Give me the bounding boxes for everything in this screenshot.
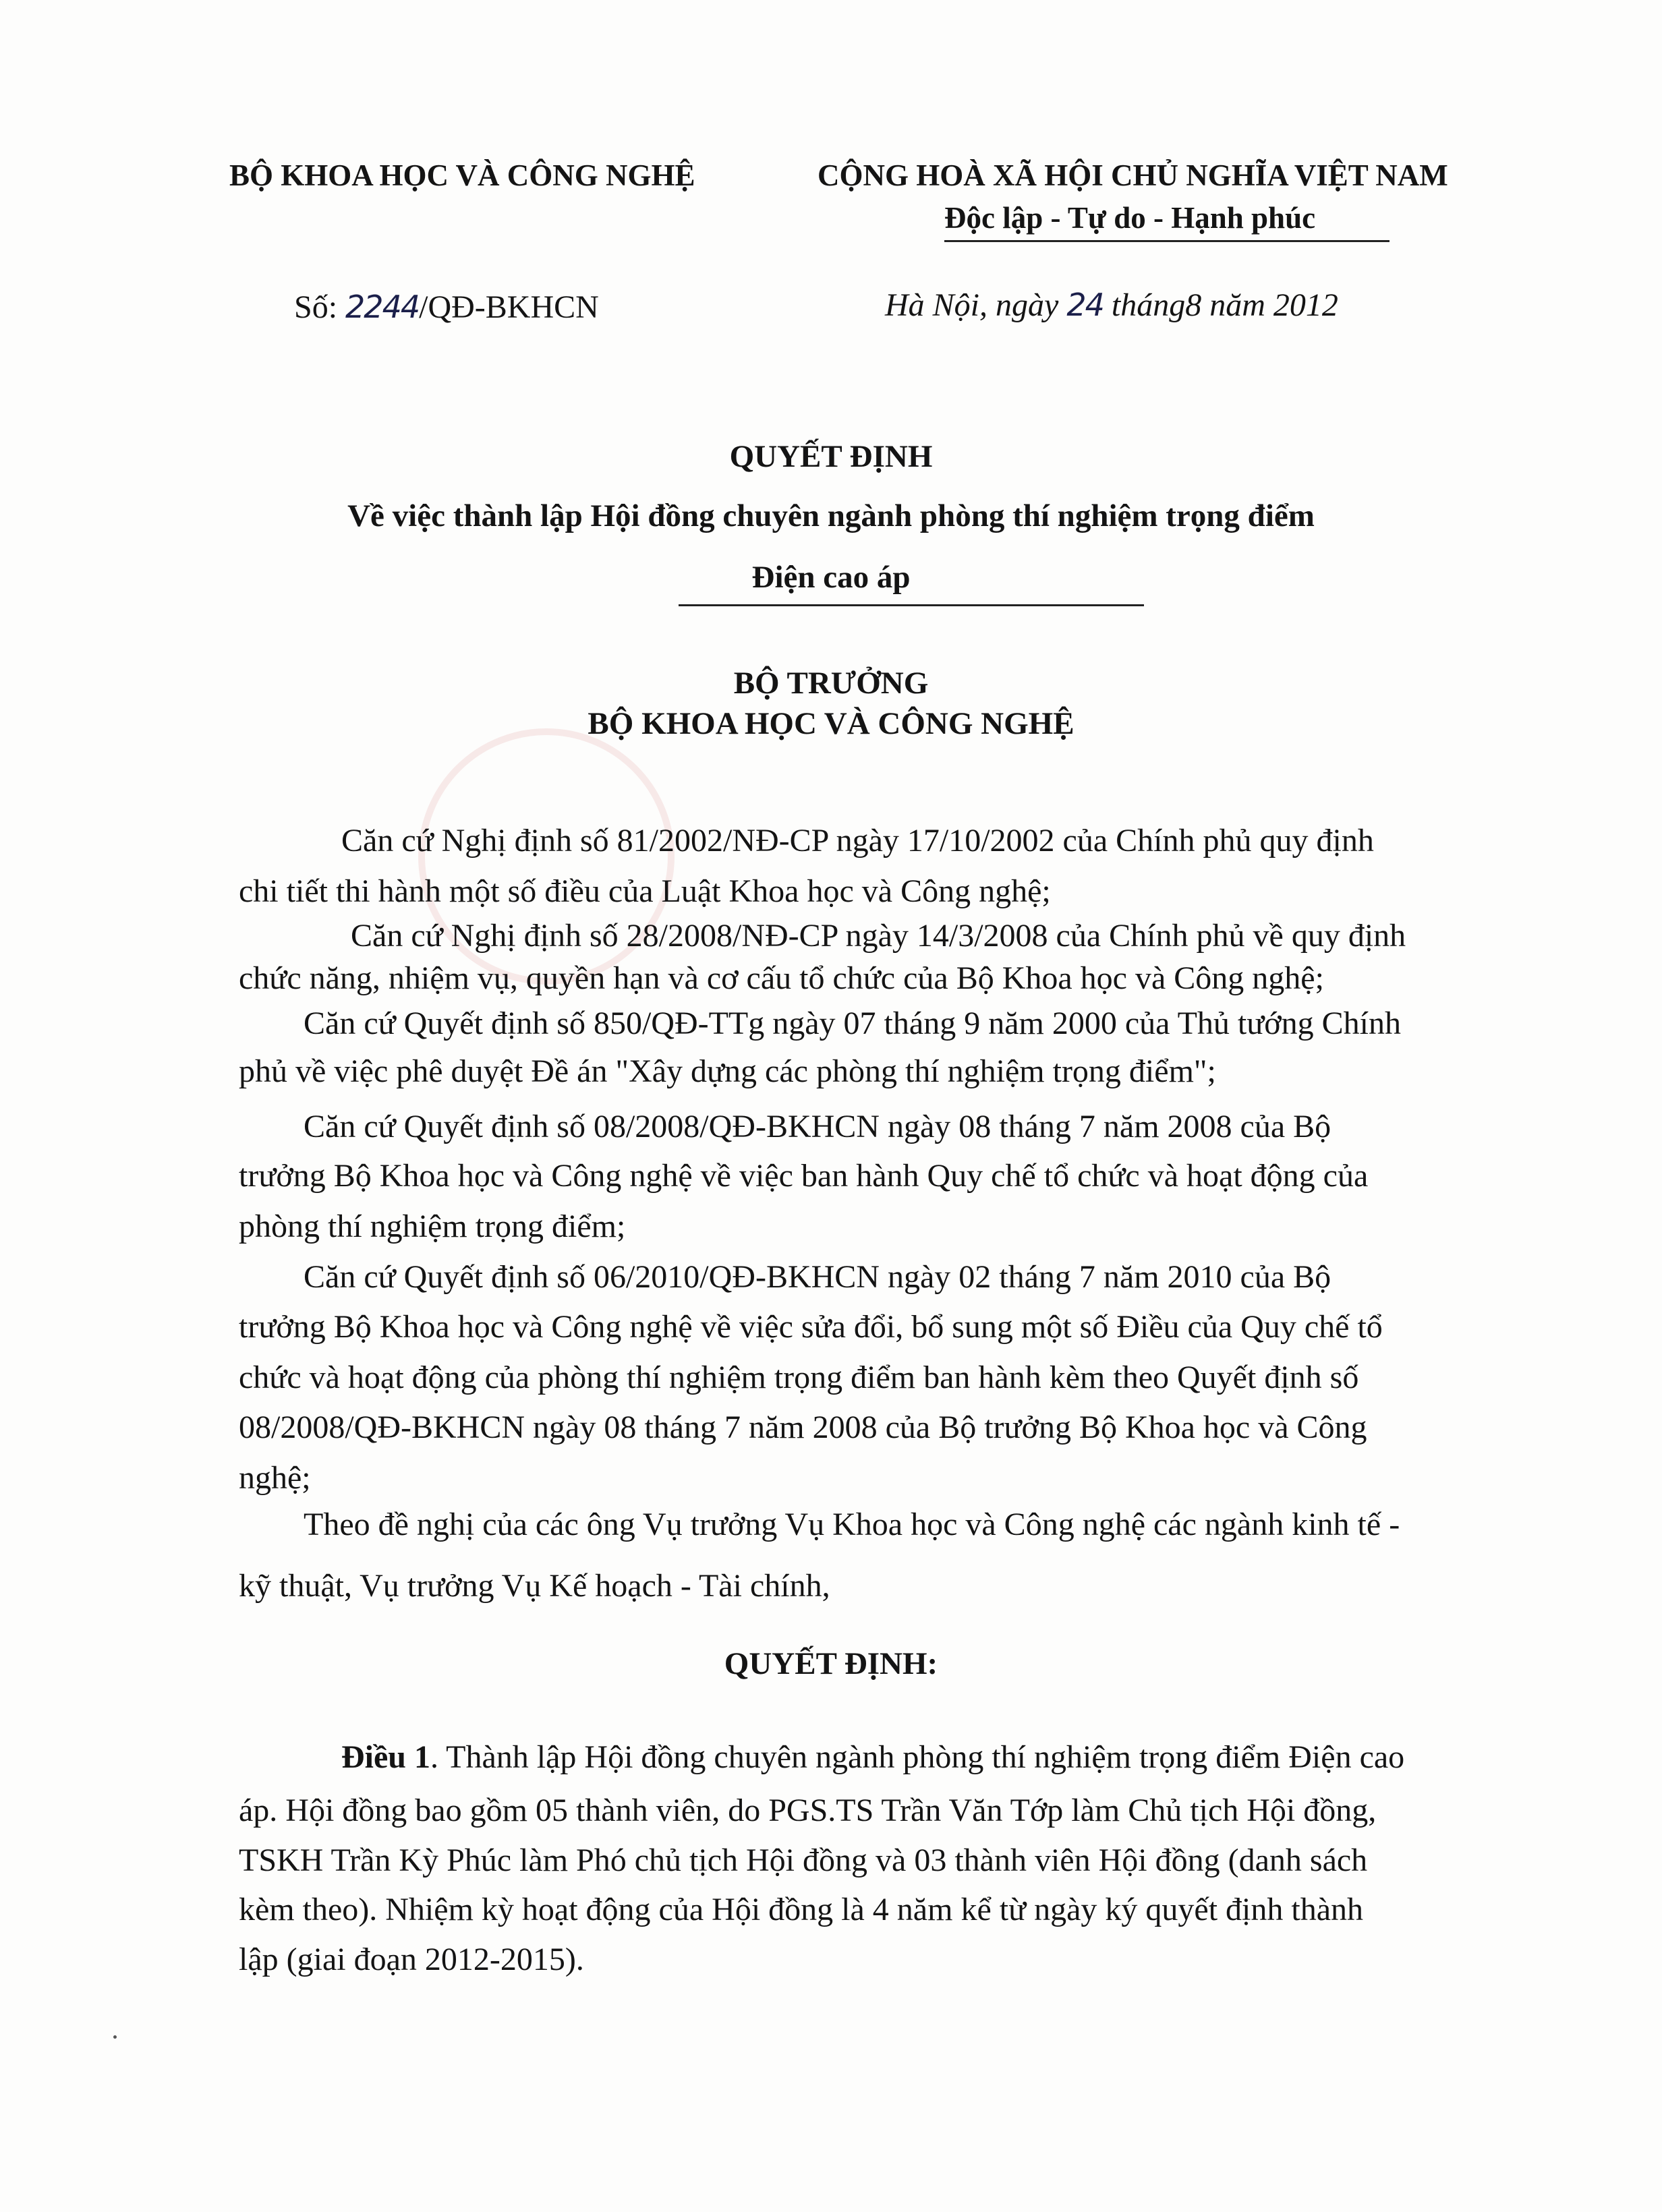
body-line: trưởng Bộ Khoa học và Công nghệ về việc ban hành Quy chế tổ chức và hoạt động của [239, 1158, 1369, 1194]
body-line: Căn cứ Nghị định số 81/2002/NĐ-CP ngày 17/10/2002 của Chính phủ quy định [341, 823, 1374, 858]
document-subject-line-1: Về việc thành lập Hội đồng chuyên ngành phòng thí nghiệm trọng điểm [347, 498, 1315, 533]
body-line: 08/2008/QĐ-BKHCN ngày 08 tháng 7 năm 2008 của Bộ trưởng Bộ Khoa học và Công [239, 1409, 1367, 1445]
handwritten-day: 24 [1066, 287, 1104, 323]
decision-heading: QUYẾT ĐỊNH: [724, 1646, 938, 1681]
body-line: trưởng Bộ Khoa học và Công nghệ về việc sửa đổi, bổ sung một số Điều của Quy chế tổ [239, 1309, 1383, 1345]
body-line: phủ về việc phê duyệt Đề án "Xây dựng các phòng thí nghiệm trọng điểm"; [239, 1053, 1216, 1089]
article-1-line: TSKH Trần Kỳ Phúc làm Phó chủ tịch Hội đồng và 03 thành viên Hội đồng (danh sách [239, 1842, 1368, 1878]
number-suffix: /QĐ-BKHCN [419, 289, 599, 325]
body-line: chức năng, nhiệm vụ, quyền hạn và cơ cấu tổ chức của Bộ Khoa học và Công nghệ; [239, 960, 1324, 996]
article-1-line: áp. Hội đồng bao gồm 05 thành viên, do PGS.TS Trần Văn Tớp làm Chủ tịch Hội đồng, [239, 1793, 1377, 1828]
body-line: chi tiết thi hành một số điều của Luật Khoa học và Công nghệ; [239, 873, 1051, 909]
document-heading: QUYẾT ĐỊNH [729, 439, 933, 474]
issuer-title: BỘ TRƯỞNG [733, 666, 929, 701]
article-1-line: kèm theo). Nhiệm kỳ hoạt động của Hội đồng là 4 năm kể từ ngày ký quyết định thành [239, 1892, 1364, 1927]
article-1-text: . Thành lập Hội đồng chuyên ngành phòng thí nghiệm trọng điểm Điện cao [430, 1739, 1405, 1775]
body-line: Căn cứ Quyết định số 850/QĐ-TTg ngày 07 tháng 9 năm 2000 của Thủ tướng Chính [304, 1006, 1401, 1041]
body-line: Theo đề nghị của các ông Vụ trưởng Vụ Khoa học và Công nghệ các ngành kinh tế - [304, 1507, 1400, 1542]
body-line: Căn cứ Quyết định số 06/2010/QĐ-BKHCN ngày 02 tháng 7 năm 2010 của Bộ [304, 1259, 1331, 1295]
date-prefix: Hà Nội, ngày [885, 287, 1067, 323]
body-line: kỹ thuật, Vụ trưởng Vụ Kế hoạch - Tài chính, [239, 1568, 830, 1604]
article-1-line: lập (giai đoạn 2012-2015). [239, 1942, 584, 1977]
handwritten-number: 2244 [345, 289, 420, 325]
national-motto: Độc lập - Tự do - Hạnh phúc [944, 201, 1316, 235]
motto-underline [944, 240, 1389, 242]
body-line: Căn cứ Nghị định số 28/2008/NĐ-CP ngày 14/3/2008 của Chính phủ về quy định [351, 918, 1406, 954]
body-line: nghệ; [239, 1460, 311, 1496]
body-line: phòng thí nghiệm trọng điểm; [239, 1209, 626, 1244]
article-1-label: Điều 1 [341, 1739, 430, 1775]
title-underline [679, 604, 1144, 606]
scan-speck [113, 2035, 117, 2039]
body-line: Căn cứ Quyết định số 08/2008/QĐ-BKHCN ngày 08 tháng 7 năm 2008 của Bộ [304, 1109, 1331, 1144]
date-suffix: tháng8 năm 2012 [1103, 287, 1338, 323]
issuer-ministry: BỘ KHOA HỌC VÀ CÔNG NGHỆ [588, 706, 1074, 741]
place-and-date [885, 289, 1338, 322]
ministry-name: BỘ KHOA HỌC VÀ CÔNG NGHỆ [229, 158, 695, 192]
nation-name: CỘNG HOÀ XÃ HỘI CHỦ NGHĨA VIỆT NAM [818, 158, 1448, 192]
body-line: chức và hoạt động của phòng thí nghiệm trọng điểm ban hành kèm theo Quyết định số [239, 1360, 1359, 1395]
number-prefix: Số: [294, 289, 346, 325]
article-1-line [341, 1741, 1404, 1774]
document-subject-line-2: Điện cao áp [751, 560, 911, 595]
document-number [294, 291, 599, 324]
